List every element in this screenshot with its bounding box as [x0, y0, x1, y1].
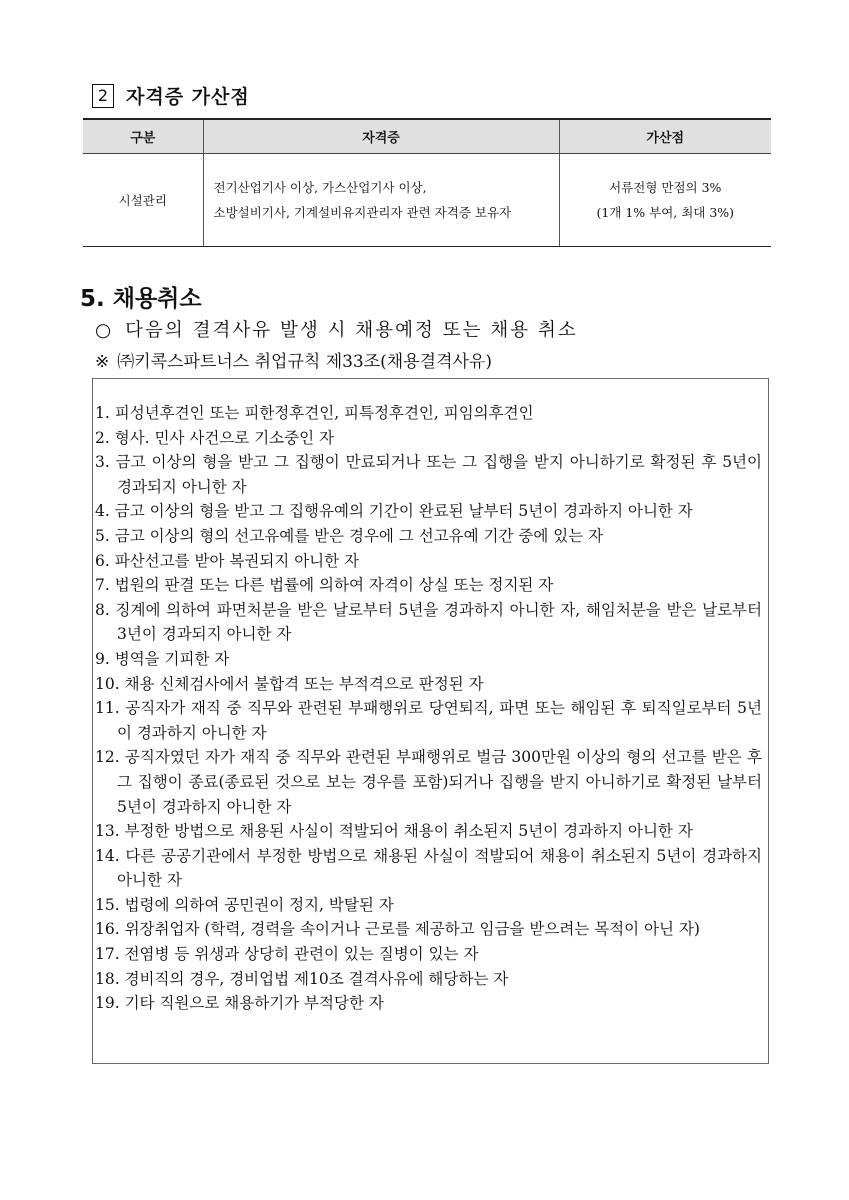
list-item: 4. 금고 이상의 형을 받고 그 집행유예의 기간이 완료된 날부터 5년이 경과하지 아니한 자	[95, 502, 693, 521]
list-item: 1. 피성년후견인 또는 피한정후견인, 피특정후견인, 피임의후견인	[95, 404, 534, 422]
cell-category: 시설관리	[83, 154, 203, 247]
table-row	[83, 154, 771, 247]
list-item: 7. 법원의 판결 또는 다른 법률에 의하여 자격이 상실 또는 정지된 자	[95, 576, 554, 595]
table-header-row	[83, 119, 771, 154]
header-certificate: 자격증	[203, 119, 559, 154]
cell-certificates	[203, 154, 559, 247]
cell-bonus-points	[559, 154, 771, 247]
circle-bullet-icon: ○	[95, 320, 112, 341]
header-category: 구분	[83, 119, 203, 154]
section-2-title: 자격증 가산점	[126, 86, 250, 108]
list-item: 12. 공직자였던 자가 재직 중 직무와 관련된 부패행위로 벌금 300만원 이상의 형의 선고를 받은 후 그 집행이 종료(종료된 것으로 보는 경우를 포함)되거나 집행을 받지 아니하기로 확정된 날부터 5년이 경과하지 아니한 자	[95, 748, 762, 816]
list-item: 14. 다른 공공기관에서 부정한 방법으로 채용된 사실이 적발되어 채용이 취소된지 5년이 경과하지 아니한 자	[95, 846, 762, 890]
disqualification-reasons-box	[92, 378, 769, 1064]
list-item: 16. 위장취업자 (학력, 경력을 속이거나 근로를 제공하고 임금을 받으려는 목적이 아닌 자)	[95, 920, 700, 939]
section-5-title: 5. 채용취소	[80, 286, 202, 312]
list-item: 8. 징계에 의하여 파면처분을 받은 날로부터 5년을 경과하지 아니한 자, 해임처분을 받은 날로부터 3년이 경과되지 아니한 자	[95, 600, 762, 644]
list-item: 15. 법령에 의하여 공민권이 정지, 박탈된 자	[95, 895, 394, 914]
header-bonus: 가산점	[559, 119, 771, 154]
certificate-bonus-table	[83, 118, 771, 247]
reason-list	[95, 401, 762, 1016]
cert-line: 소방설비기사, 기계설비유지관리자 관련 자격증 보유자	[213, 205, 512, 220]
list-item: 11. 공직자가 재직 중 직무와 관련된 부패행위로 당연퇴직, 파면 또는 해임된 후 퇴직일로부터 5년이 경과하지 아니한 자	[95, 699, 762, 742]
cert-line: 전기산업기사 이상, 가스산업기사 이상,	[213, 180, 427, 195]
list-item: 2. 형사. 민사 사건으로 기소중인 자	[95, 428, 335, 447]
reference-mark-icon: ※	[95, 352, 110, 372]
points-line: (1개 1% 부여, 최대 3%)	[596, 205, 735, 220]
list-item: 18. 경비직의 경우, 경비업법 제10조 결격사유에 해당하는 자	[95, 969, 509, 988]
bullet-text: 다음의 결격사유 발생 시 채용예정 또는 채용 취소	[125, 320, 578, 341]
section-2-heading	[92, 82, 250, 109]
reference-text: ㈜키콕스파트너스 취업규칙 제33조(채용결격사유)	[117, 352, 492, 372]
list-item: 3. 금고 이상의 형을 받고 그 집행이 만료되거나 또는 그 집행을 받지 아니하기로 확정된 후 5년이 경과되지 아니한 자	[95, 453, 762, 496]
list-item: 9. 병역을 기피한 자	[95, 649, 230, 668]
list-item: 17. 전염병 등 위생과 상당히 관련이 있는 질병이 있는 자	[95, 945, 479, 964]
list-item: 6. 파산선고를 받아 복권되지 아니한 자	[95, 551, 360, 570]
list-item: 19. 기타 직원으로 채용하기가 부적당한 자	[95, 994, 384, 1013]
list-item: 5. 금고 이상의 형의 선고유예를 받은 경우에 그 선고유예 기간 중에 있는 자	[95, 526, 604, 545]
cancellation-bullet	[95, 316, 578, 342]
list-item: 10. 채용 신체검사에서 불합격 또는 부적격으로 판정된 자	[95, 674, 484, 693]
regulation-reference	[95, 347, 492, 372]
points-line: 서류전형 만점의 3%	[609, 180, 722, 195]
section-number-box: 2	[92, 84, 114, 108]
list-item: 13. 부정한 방법으로 채용된 사실이 적발되어 채용이 취소된지 5년이 경과하지 아니한 자	[95, 822, 693, 841]
